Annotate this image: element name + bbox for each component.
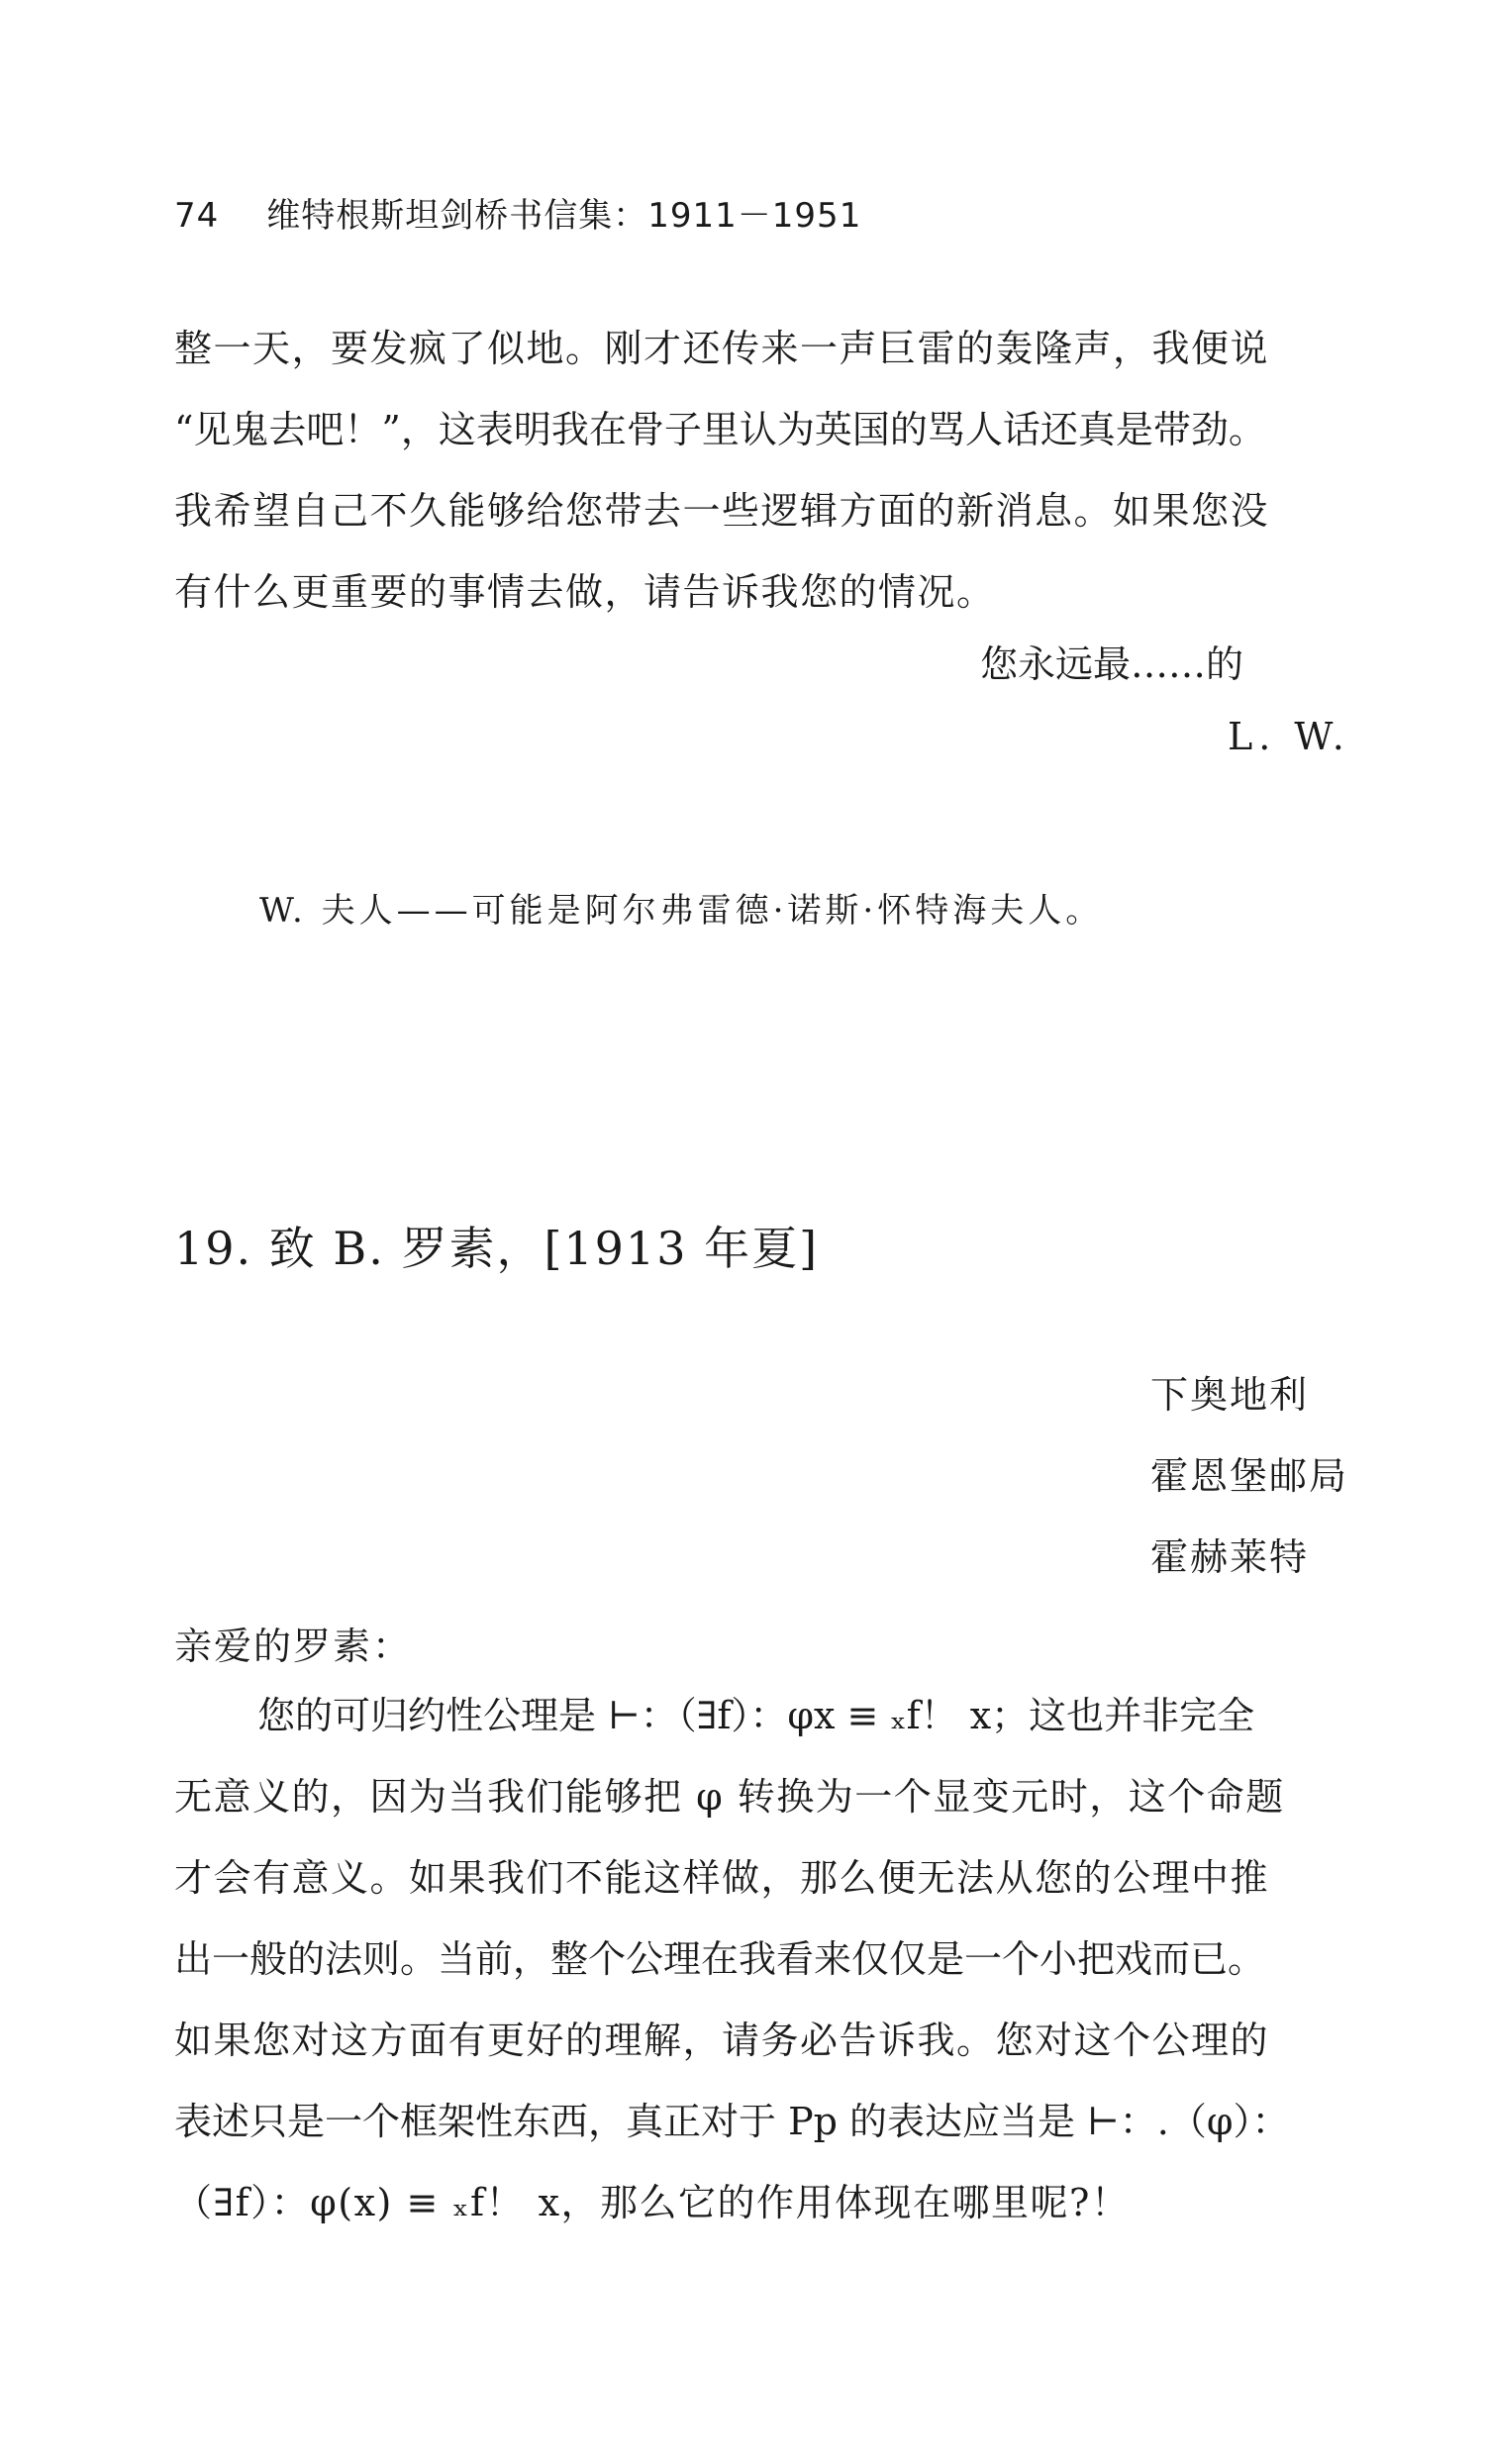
letter-signature: L. W. xyxy=(1228,715,1350,758)
paragraph-line: 我希望自己不久能够给您带去一些逻辑方面的新消息。如果您没 xyxy=(174,489,1270,533)
address-line: 霍赫莱特 xyxy=(1150,1535,1310,1579)
letter-closing: 您永远最……的 xyxy=(980,642,1244,686)
paragraph-line: 有什么更重要的事情去做，请告诉我您的情况。 xyxy=(174,570,996,614)
paragraph-line: 您的可归约性公理是 ⊢：（∃f）：φx ≡ ₓf！ x；这也并非完全 xyxy=(257,1694,1255,1737)
running-head xyxy=(174,188,861,237)
address-line: 下奥地利 xyxy=(1150,1373,1310,1417)
page-number: 74 xyxy=(174,196,220,236)
paragraph-line: 无意义的，因为当我们能够把 φ 转换为一个显变元时，这个命题 xyxy=(174,1775,1285,1819)
paragraph-line: 表述只是一个框架性东西，真正对于 Pp 的表达应当是 ⊢：.（φ）： xyxy=(174,2100,1290,2143)
paragraph-line: 整一天，要发疯了似地。刚才还传来一声巨雷的轰隆声，我便说 xyxy=(174,327,1270,370)
salutation: 亲爱的罗素： xyxy=(174,1625,413,1668)
paragraph-line: 才会有意义。如果我们不能这样做，那么便无法从您的公理中推 xyxy=(174,1856,1270,1900)
book-title: 维特根斯坦剑桥书信集：1911－1951 xyxy=(266,196,862,236)
paragraph-line: 出一般的法则。当前，整个公理在我看来仅仅是一个小把戏而已。 xyxy=(174,1937,1266,1981)
paragraph-line: （∃f）：φ(x) ≡ ₓf！ x，那么它的作用体现在哪里呢?！ xyxy=(174,2181,1131,2224)
paragraph-line: 如果您对这方面有更好的理解，请务必告诉我。您对这个公理的 xyxy=(174,2019,1270,2062)
address-line: 霍恩堡邮局 xyxy=(1150,1454,1349,1498)
letter-heading: 19. 致 B. 罗素，[1913 年夏] xyxy=(174,1222,820,1275)
paragraph-line: “见鬼去吧！”，这表明我在骨子里认为英国的骂人话还真是带劲。 xyxy=(174,408,1266,451)
footnote: W. 夫人——可能是阿尔弗雷德·诺斯·怀特海夫人。 xyxy=(259,891,1104,931)
